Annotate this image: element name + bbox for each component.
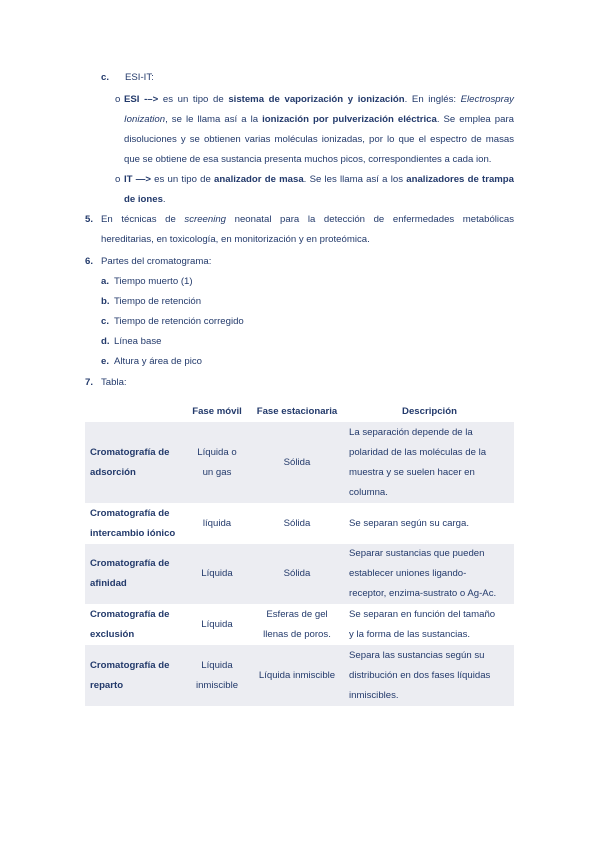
list-item-c (101, 68, 154, 88)
table-header-descripcion: Descripción (402, 405, 457, 417)
esi-bullet (115, 90, 124, 110)
chromatography-table (85, 400, 514, 706)
term-vaporizacion: sistema de vaporización y ionización (228, 94, 405, 105)
esi-line-1: ESI -–> es un tipo de sistema de vaporización y ionización. En inglés: Electrospray (124, 94, 514, 105)
list-item-5-marker: 5. (85, 214, 94, 225)
term-trampa: analizadores de trampa (406, 174, 515, 185)
row-fase-estacionaria: Esferas de gel llenas de poros. (263, 608, 331, 640)
esi-line-2: Ionization, se le llama así a la ionización por pulverización eléctrica. Se emplea para (124, 114, 514, 125)
part-e: e. Altura y área de pico (101, 356, 202, 367)
list-item-7: 7. Tabla: (85, 377, 127, 388)
list-item-text: ESI-IT: (125, 72, 154, 83)
row-fase-estacionaria: Sólida (249, 422, 345, 503)
bullet-marker: o (115, 94, 121, 105)
row-name: Cromatografía de adsorción (85, 422, 185, 503)
row-fase-estacionaria: Sólida (283, 517, 311, 529)
bullet-marker: o (115, 174, 121, 185)
row-fase-movil: Líquida o un gas (185, 422, 249, 503)
term-analizador: analizador de masa (214, 174, 304, 185)
row-fase-estacionaria: Líquida inmiscible (249, 645, 345, 706)
part-c: c. Tiempo de retención corregido (101, 316, 244, 327)
term-it: IT —> (124, 174, 151, 185)
row-fase-movil: Líquida inmiscible (185, 645, 249, 706)
row-name: Cromatografía de intercambio iónico (90, 507, 176, 539)
it-line-1: IT —> es un tipo de analizador de masa. Se les llama así a los analizadores de trampa (124, 174, 515, 185)
part-d: d. Línea base (101, 336, 162, 347)
table-header-row (85, 400, 514, 422)
table-row (85, 544, 514, 604)
term-pulverizacion: ionización por pulverización eléctrica (262, 114, 437, 125)
row-name: Cromatografía de reparto (85, 645, 185, 706)
list-item-5-line-1: En técnicas de screening neonatal para la detección de enfermedades metabólicas (101, 214, 514, 225)
row-descripcion: Separar sustancias que pueden establecer uniones ligando- receptor, enzima-sustrato o Ag-Ac. (345, 544, 514, 604)
table-header-fase-movil: Fase móvil (192, 405, 242, 417)
esi-line-4: que se obtiene de esa sustancia presenta muchos picos, correspondientes a cada ion. (124, 154, 492, 165)
row-descripcion: Se separan según su carga. (349, 517, 470, 529)
row-name: Cromatografía de exclusión (90, 608, 170, 640)
part-a: a. Tiempo muerto (1) (101, 276, 193, 287)
row-fase-movil: Líquida (185, 544, 249, 604)
part-b: b. Tiempo de retención (101, 296, 202, 307)
list-marker: c. (101, 72, 110, 83)
row-name: Cromatografía de afinidad (85, 544, 185, 604)
table-row (85, 503, 514, 544)
table-header-fase-estacionaria: Fase estacionaria (256, 405, 338, 417)
list-item-6: 6. Partes del cromatograma: (85, 256, 212, 267)
row-fase-estacionaria: Sólida (249, 544, 345, 604)
row-descripcion: La separación depende de la polaridad de las moléculas de la muestra y se suelen hacer en columna. (345, 422, 514, 503)
row-descripcion: Se separan en función del tamaño y la forma de las sustancias. (349, 608, 496, 640)
row-fase-movil: Líquida (201, 618, 233, 630)
esi-line-3: disoluciones y se obtienen varias moléculas ionizadas, por lo que el espectro de masas (124, 134, 514, 145)
row-fase-movil: líquida (202, 517, 232, 529)
term-esi: ESI -–> (124, 94, 159, 105)
row-descripcion: Separa las sustancias según su distribución en dos fases líquidas inmiscibles. (345, 645, 514, 706)
it-bullet (115, 170, 124, 190)
it-line-2: de iones. (124, 194, 166, 205)
list-item-5-line-2: hereditarias, en toxicología, en monitorización y en proteómica. (101, 234, 370, 245)
table-row (85, 645, 514, 706)
table-header-blank (85, 400, 185, 422)
table-row (85, 422, 514, 503)
table-row (85, 604, 514, 645)
